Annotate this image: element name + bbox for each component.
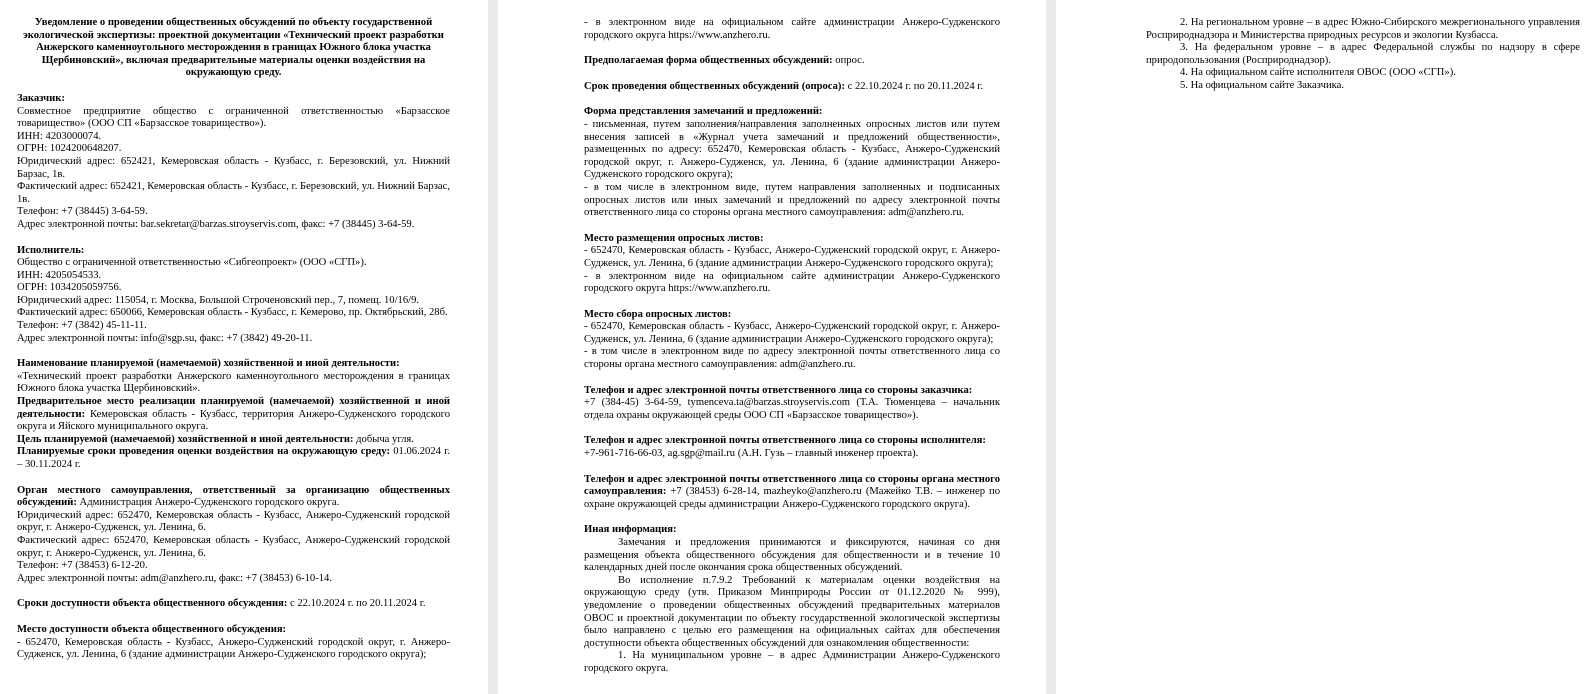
publication-item: 5. На официальном сайте Заказчика.: [1180, 79, 1344, 91]
discussion-term-section: [584, 81, 1000, 94]
discussion-form-value: опрос.: [832, 55, 865, 67]
executor-line: ИНН: 4205054533.: [17, 269, 102, 281]
questionnaire-place-line: - в электронном виде на официальном сайте администрации Анжеро-Судженского городского округа https://www.anzhero.ru.: [584, 270, 1000, 295]
authority-value: Администрация Анжеро-Судженского городского округа.: [76, 497, 340, 509]
contact-executor-line: +7-961-716-66-03, ag.sgp@mail.ru (А.Н. Гузь – главный инженер проекта).: [584, 448, 919, 460]
publication-item: 2. На региональном уровне – в адрес Южно-Сибирского межрегионального управления Росприроднадзора и Министерства природных ресурсов и экологии Кузбасса.: [1146, 17, 1580, 41]
authority-section: [17, 485, 450, 586]
executor-line: Юридический адрес: 115054, г. Москва, Большой Строченовский пер., 7, помещ. 10/16/9.: [17, 294, 420, 306]
publication-item: 4. На официальном сайте исполнителя ОВОС (ООО «СГП»).: [1180, 67, 1456, 79]
activity-place-label: Предварительное место реализации планируемой (намечаемой) хозяйственной и иной деятельности:: [17, 396, 450, 420]
discussion-term: [584, 81, 1000, 94]
availability-term-label: Сроки доступности объекта общественного обсуждения:: [17, 598, 288, 610]
availability-place-heading: Место доступности объекта общественного обсуждения:: [17, 623, 287, 635]
remarks-heading: Форма представления замечаний и предложений:: [584, 106, 823, 118]
document-page-3: [1056, 0, 1596, 694]
customer-line: Адрес электронной почты: bar.sekretar@barzas.stroyservis.com, факс: +7 (38445) 3-64-59.: [17, 218, 415, 230]
activity-terms-label: Планируемые сроки проведения оценки воздействия на окружающую среду:: [17, 446, 390, 458]
authority-line: Адрес электронной почты: adm@anzhero.ru, факс: +7 (38453) 6-10-14.: [17, 572, 332, 584]
availability-term-value: с 22.10.2024 г. по 20.11.2024 г.: [287, 598, 426, 610]
authority-line: Юридический адрес: 652470, Кемеровская область - Кузбасс, Анжеро-Судженский городской округ, г. Анжеро-Судженск, ул. Ленина, 6.: [17, 509, 450, 534]
questionnaire-collect-heading: Место сбора опросных листов:: [584, 308, 732, 320]
customer-line: Фактический адрес: 652421, Кемеровская область - Кузбасс, г. Березовский, ул. Нижний Барзас, 1в.: [17, 181, 450, 205]
contact-authority-label: Телефон и адрес электронной почты ответственного лица со стороны органа местного самоуправления:: [584, 473, 1000, 498]
activity-goal-value: добыча угля.: [353, 433, 414, 445]
questionnaire-place-heading: Место размещения опросных листов:: [584, 232, 764, 244]
publication-item: 1. На муниципальном уровне – в адрес Администрации Анжеро-Судженского городского округа.: [584, 650, 1000, 674]
authority-line: Телефон: +7 (38453) 6-12-20.: [17, 560, 148, 572]
executor-line: Адрес электронной почты: info@sgp.su, факс: +7 (3842) 49-20-11.: [17, 332, 313, 344]
activity-place: [17, 396, 450, 434]
contact-authority: [584, 474, 1000, 512]
contact-customer-line: +7 (384-45) 3-64-59, tymenceva.ta@barzas.stroyservis.com (Т.А. Тюменцева – начальник отдела охраны окружающей среды ООО СП «Барзасское товарищество»).: [584, 397, 1000, 421]
executor-line: Телефон: +7 (3842) 45-11-11.: [17, 320, 147, 332]
other-info-heading: Иная информация:: [584, 524, 677, 536]
executor-section: [17, 245, 450, 346]
questionnaire-collect-line: - в том числе в электронном виде по адресу электронной почты ответственного лица со стороны органа местного самоуправления: adm@anzhero.ru.: [584, 346, 1000, 371]
customer-section: [17, 93, 450, 232]
activity-name-value: «Технический проект разработки Анжерского каменноугольного месторождения в границах Южного блока участка Щербиновский».: [17, 370, 450, 395]
executor-heading: Исполнитель:: [17, 244, 85, 256]
authority-line: Фактический адрес: 652470, Кемеровская область - Кузбасс, Анжеро-Судженский городской округ, г. Анжеро-Судженск, ул. Ленина, 6.: [17, 534, 450, 559]
questionnaire-place-section: [584, 233, 1000, 296]
availability-term: [17, 598, 450, 611]
publication-item: 3. На федеральном уровне – в адрес Федеральной службы по надзору в сфере природопользования (Росприроднадзор).: [1146, 42, 1580, 66]
discussion-form-section: [584, 55, 1000, 68]
contact-authority-section: [584, 474, 1000, 512]
document-page-2: [498, 0, 1046, 694]
notice-title: Уведомление о проведении общественных обсуждений по объекту государственной экологической экспертизы: проектной документации «Технический проект разработки Анжерского каменноугольного месторождения в границах Южного блока участка Щербиновский», включая предварительные материалы оценки воздействия на окружающую среду.: [23, 17, 444, 79]
availability-place-line: - 652470, Кемеровская область - Кузбасс, Анжеро-Судженский городской округ, г. Анжеро-Судженск, ул. Ленина, 6 (здание администрации Анжеро-Судженского городского округа);: [17, 636, 450, 661]
contact-authority-value: +7 (38453) 6-28-14, mazheyko@anzhero.ru (Мажейко Т.В. – инженер по охране окружающей среды администрации Анжеро-Судженского городского округа).: [584, 486, 1000, 510]
executor-line: Общество с ограниченной ответственностью «Сибгеопроект» (ООО «СГП»).: [17, 257, 367, 269]
authority-title: [17, 485, 450, 510]
document-page-1: [0, 0, 488, 694]
discussion-term-label: Срок проведения общественных обсуждений (опроса):: [584, 80, 845, 92]
contact-customer-section: [584, 385, 1000, 423]
questionnaire-collect-section: [584, 309, 1000, 372]
executor-line: Фактический адрес: 650066, Кемеровская область - Кузбасс, г. Кемерово, пр. Октябрьский, 28б.: [17, 307, 448, 319]
activity-section: [17, 358, 450, 471]
activity-terms-value: 01.06.2024 г. – 30.11.2024 г.: [17, 446, 450, 470]
availability-term-section: [17, 598, 450, 611]
executor-line: ОГРН: 1034205059756.: [17, 282, 122, 294]
activity-goal: [17, 434, 450, 447]
questionnaire-place-line: - 652470, Кемеровская область - Кузбасс, Анжеро-Судженский городской округ, г. Анжеро-Судженск, ул. Ленина, 6 (здание администрации Анжеро-Судженского городского округа);: [584, 245, 1000, 269]
remarks-line: - в том числе в электронном виде, путем направления заполненных и подписанных опросных листов или иных замечаний и предложений по адресу электронной почты ответственного лица со стороны органа местного самоуправления: adm@anzhero.ru.: [584, 181, 1000, 219]
discussion-form-label: Предполагаемая форма общественных обсуждений:: [584, 55, 833, 67]
other-info-paragraph: Во исполнение п.7.9.2 Требований к материалам оценки воздействия на окружающую среду (утв. Приказом Минприроды России от 01.12.2020 № 999), уведомление о проведении общественных обсуждений предварительных материалов ОВОС и проектной документации по объекту государственной экологической экспертизы было направлено с целью его размещения на официальных сайтах для обеспечения доступности объекта общественных обсуждений для ознакомления общественности:: [584, 574, 1000, 649]
activity-name-label: Наименование планируемой (намечаемой) хозяйственной и иной деятельности:: [17, 358, 400, 370]
discussion-term-value: с 22.10.2024 г. по 20.11.2024 г.: [845, 80, 984, 92]
contact-executor-heading: Телефон и адрес электронной почты ответственного лица со стороны исполнителя:: [584, 435, 986, 447]
other-info-paragraph: Замечания и предложения принимаются и фиксируются, начиная со дня размещения объекта общественного обсуждения для общественности и в течение 10 календарных дней после окончания срока общественных обсуждений.: [584, 537, 1000, 574]
customer-line: ИНН: 4203000074.: [17, 130, 102, 142]
availability-place-section: [17, 624, 450, 662]
discussion-form: [584, 55, 1000, 68]
activity-goal-label: Цель планируемой (намечаемой) хозяйственной и иной деятельности:: [17, 433, 354, 445]
customer-line: ОГРН: 1024200648207.: [17, 143, 122, 155]
contact-customer-heading: Телефон и адрес электронной почты ответственного лица со стороны заказчика:: [584, 384, 973, 396]
authority-label: Орган местного самоуправления, ответственный за организацию общественных обсуждений:: [17, 484, 450, 509]
customer-line: Юридический адрес: 652421, Кемеровская область - Кузбасс, г. Березовский, ул. Нижний Барзас, 1в.: [17, 155, 450, 180]
remarks-line: - письменная, путем заполнения/направления заполненных опросных листов или путем внесения записей в «Журнал учета замечаний и предложений общественности», размещенных по адресу: 652470, Кемеровская область - Кузбасс, Анжеро-Судженский городской округ, г. Анжеро-Судженск, ул. Ленина, 6 (здание администрации Анжеро-Судженского городского округа);: [584, 118, 1000, 181]
contact-executor-section: [584, 435, 1000, 460]
remarks-section: [584, 106, 1000, 219]
activity-place-value: Кемеровская область - Кузбасс, территория Анжеро-Судженского городского округа и Яйского муниципального округа.: [17, 408, 450, 433]
customer-heading: Заказчик:: [17, 92, 65, 104]
availability-place-line: - в электронном виде на официальном сайте администрации Анжеро-Судженского городского округа https://www.anzhero.ru.: [584, 17, 1000, 41]
activity-terms: [17, 446, 450, 471]
customer-line: Совместное предприятие общество с ограниченной ответственностью «Барзасское товарищество» (ООО СП «Барзасское товарищество»).: [17, 105, 450, 130]
questionnaire-collect-line: - 652470, Кемеровская область - Кузбасс, Анжеро-Судженский городской округ, г. Анжеро-Судженск, ул. Ленина, 6 (здание администрации Анжеро-Судженского городского округа);: [584, 321, 1000, 345]
customer-line: Телефон: +7 (38445) 3-64-59.: [17, 206, 148, 218]
other-info-section: [584, 524, 1000, 675]
